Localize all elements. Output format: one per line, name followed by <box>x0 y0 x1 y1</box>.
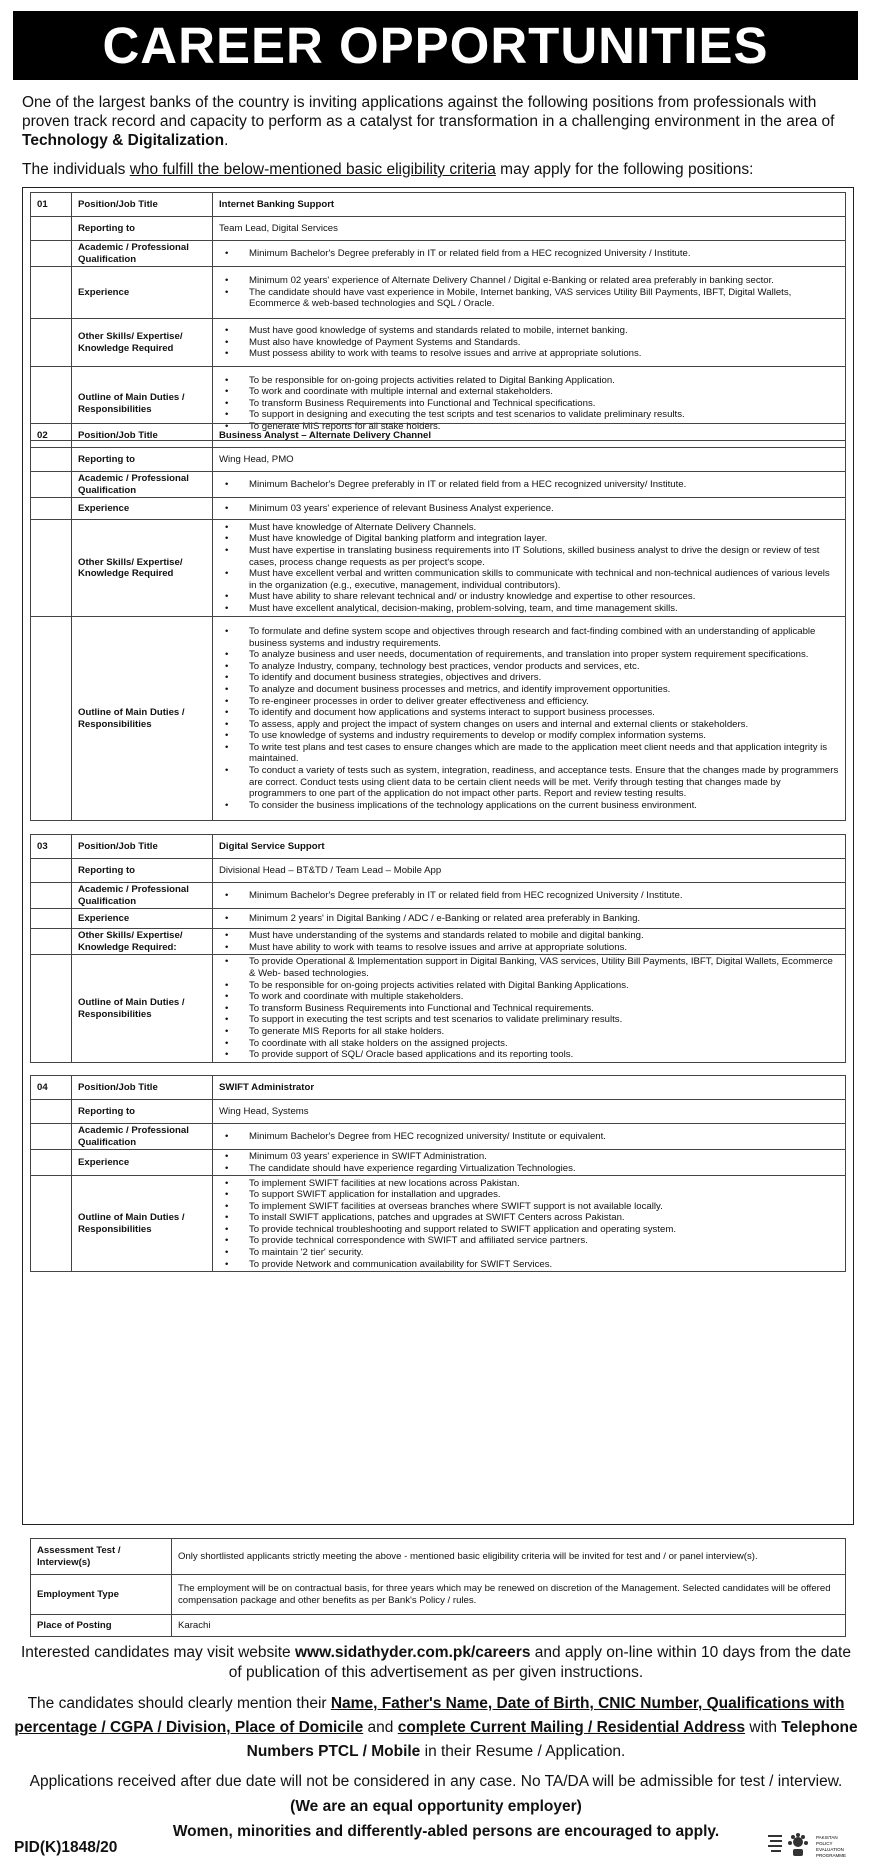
job-number-spacer <box>31 1176 72 1272</box>
bullet-item: • Must have understanding of the systems and standards related to mobile and digital banking. <box>249 930 839 942</box>
logo-line: POLICY <box>816 1841 833 1846</box>
eligibility-line <box>22 160 852 179</box>
bullet-list <box>219 913 839 925</box>
field-label: Experience <box>72 267 213 319</box>
bullet-item: • Minimum Bachelor's Degree from HEC recognized university/ Institute or equivalent. <box>249 1131 839 1143</box>
bullet-item: • To conduct a variety of tests such as system, integration, readiness, and acceptance tests. Ensure that the changes made by programmers are correct. Conduct tests using client data to be certain client needs will be met. Verify through testing that changes made by programmers to one part of the application do not impact other parts. Report and review testing results. <box>249 765 839 800</box>
job-number-spacer <box>31 241 72 267</box>
bullet-item: • To use knowledge of systems and industry requirements to develop or modify complex information systems. <box>249 730 839 742</box>
footer-mention-a: The candidates should clearly mention their <box>27 1695 331 1712</box>
field-label: Reporting to <box>72 1100 213 1124</box>
bullet-list <box>219 1151 839 1174</box>
job-number-spacer <box>31 929 72 955</box>
footer-mention-phone: Telephone Numbers PTCL / Mobile <box>246 1719 858 1760</box>
footer-mention-with: with <box>745 1719 782 1736</box>
field-label: Academic / Professional Qualification <box>72 883 213 909</box>
bullet-item: • To write test plans and test cases to ensure changes which are made to the application meet client needs and that application integrity is maintained. <box>249 742 839 765</box>
bullet-item: • Must have excellent verbal and written communication skills to communicate with technical and non-technical audiences of various levels in the organization (e.g., executive, management, individual contributors). <box>249 568 839 591</box>
job-header-row <box>31 424 846 448</box>
job-table-01 <box>30 192 846 441</box>
field-label: Outline of Main Duties / Responsibilities <box>72 617 213 821</box>
job-number: 02 <box>31 424 72 448</box>
bullet-list <box>219 275 839 310</box>
footer-apply-text <box>14 1643 858 1683</box>
bullet-item: • To provide support of SQL/ Oracle based applications and its reporting tools. <box>249 1049 839 1061</box>
logo-line: PAKISTAN <box>816 1835 838 1840</box>
field-list <box>213 1176 846 1272</box>
bullet-item: • To identify and document business strategies, objectives and drivers. <box>249 672 839 684</box>
job-title: Internet Banking Support <box>213 193 846 217</box>
job-number-spacer <box>31 955 72 1062</box>
bullet-list <box>219 626 839 812</box>
job-number-spacer <box>31 617 72 821</box>
job-detail-row <box>31 859 846 883</box>
field-label: Reporting to <box>72 448 213 472</box>
field-list <box>213 472 846 498</box>
field-value: Divisional Head – BT&TD / Team Lead – Mobile App <box>213 859 846 883</box>
bullet-item: • To consider the business implications of the technology applications on the current business environment. <box>249 800 839 812</box>
bullet-item: • To implement SWIFT facilities at new locations across Pakistan. <box>249 1178 839 1190</box>
bullet-list <box>219 503 839 515</box>
field-label: Academic / Professional Qualification <box>72 1124 213 1150</box>
job-header-row <box>31 193 846 217</box>
job-number-spacer <box>31 448 72 472</box>
job-detail-row <box>31 267 846 319</box>
job-detail-row <box>31 520 846 617</box>
job-number: 03 <box>31 835 72 859</box>
field-list <box>213 498 846 520</box>
footer-encouraged: Women, minorities and differently-abled persons are encouraged to apply. <box>172 1823 720 1840</box>
field-label: Position/Job Title <box>72 1076 213 1100</box>
bullet-item: • Must have ability to share relevant technical and/ or industry knowledge and expertise to other resources. <box>249 591 839 603</box>
bullet-item: • Minimum 03 years' experience in SWIFT Administration. <box>249 1151 839 1163</box>
field-list <box>213 929 846 955</box>
footer-mention-end: in their Resume / Application. <box>420 1743 626 1760</box>
field-list <box>213 241 846 267</box>
pid-number: PID(K)1848/20 <box>14 1839 118 1856</box>
job-detail-row <box>31 498 846 520</box>
field-label: Other Skills/ Expertise/ Knowledge Required: <box>72 929 213 955</box>
bullet-item: • Minimum 02 years' experience of Alternate Delivery Channel / Digital e-Banking or related area preferably in banking sector. <box>249 275 839 287</box>
eligibility-text-b: may apply for the following positions: <box>495 161 754 178</box>
footer-mention-fields: Name, Father's Name, Date of Birth, CNIC Number, Qualifications with percentage / CGPA / Division, Place of Domicile <box>14 1695 845 1736</box>
footer-apply-a: Interested candidates may visit website <box>21 1644 295 1661</box>
bullet-item: • To generate MIS Reports for all stake holders. <box>249 1026 839 1038</box>
summary-label: Employment Type <box>31 1575 172 1615</box>
job-detail-row <box>31 617 846 821</box>
job-number-spacer <box>31 859 72 883</box>
job-detail-row <box>31 883 846 909</box>
bullet-item: • To be responsible for on-going projects activities related to Digital Banking Application. <box>249 375 839 387</box>
bullet-list <box>219 956 839 1060</box>
field-list <box>213 883 846 909</box>
job-table-04 <box>30 1075 846 1272</box>
bullet-item: • Must have good knowledge of systems and standards related to mobile, internet banking. <box>249 325 839 337</box>
bullet-item: • To support in executing the test scripts and test scenarios to validate preliminary results. <box>249 1014 839 1026</box>
bullet-item: • To analyze Industry, company, technology best practices, vendor products and services, etc. <box>249 661 839 673</box>
job-title: Digital Service Support <box>213 835 846 859</box>
job-table-03 <box>30 834 846 1063</box>
job-detail-row <box>31 1100 846 1124</box>
bullet-item: • Minimum Bachelor's Degree preferably in IT or related field from a HEC recognized University / Institute. <box>249 248 839 260</box>
job-title: Business Analyst – Alternate Delivery Channel <box>213 424 846 448</box>
eligibility-text-a: The individuals <box>22 161 130 178</box>
bullet-item: • To be responsible for on-going projects activities related with Digital Banking Applications. <box>249 980 839 992</box>
job-detail-row <box>31 217 846 241</box>
bullet-item: • To support in designing and executing the test scripts and test scenarios to validate preliminary results. <box>249 409 839 421</box>
footer-equal-opportunity: (We are an equal opportunity employer) <box>290 1798 582 1815</box>
field-label: Position/Job Title <box>72 835 213 859</box>
footer-apply-b: and apply on-line within 10 days from the date of publication of this advertisement as per given instructions. <box>228 1644 851 1681</box>
field-label: Position/Job Title <box>72 424 213 448</box>
pid-logo-icon <box>766 1832 858 1860</box>
bullet-list <box>219 930 839 953</box>
careers-link[interactable]: www.sidathyder.com.pk/careers <box>294 1644 531 1661</box>
job-number-spacer <box>31 520 72 617</box>
field-list <box>213 909 846 929</box>
bullet-item: • To provide technical troubleshooting and support related to SWIFT application and operating system. <box>249 1224 839 1236</box>
bullet-item: • To transform Business Requirements into Functional and Technical requirements. <box>249 1003 839 1015</box>
job-table-02 <box>30 423 846 821</box>
bullet-item: • To provide Network and communication availability for SWIFT Services. <box>249 1259 839 1271</box>
field-list <box>213 319 846 367</box>
job-header-row <box>31 835 846 859</box>
bullet-item: • To generate MIS reports for all stake holders. <box>249 421 839 433</box>
bullet-list <box>219 325 839 360</box>
field-list <box>213 520 846 617</box>
job-detail-row <box>31 472 846 498</box>
job-number: 04 <box>31 1076 72 1100</box>
job-detail-row <box>31 955 846 1062</box>
summary-label: Place of Posting <box>31 1615 172 1637</box>
job-number-spacer <box>31 1124 72 1150</box>
bullet-item: • To transform Business Requirements into Functional and Technical specifications. <box>249 398 839 410</box>
job-detail-row <box>31 1176 846 1272</box>
job-number-spacer <box>31 319 72 367</box>
field-list <box>213 1150 846 1176</box>
job-detail-row <box>31 1150 846 1176</box>
summary-label: Assessment Test / Interview(s) <box>31 1539 172 1575</box>
summary-value: The employment will be on contractual basis, for three years which may be renewed on discretion of the Management. Selected candidates will be offered compensation package and other benefits as per Bank's Policy / rules. <box>172 1575 846 1615</box>
field-label: Reporting to <box>72 859 213 883</box>
job-detail-row <box>31 929 846 955</box>
summary-row <box>31 1575 846 1615</box>
bullet-item: • Must possess ability to work with teams to resolve issues and arrive at appropriate solutions. <box>249 348 839 360</box>
bullet-item: • To analyze business and user needs, documentation of requirements, and translation into proper system requirement specifications. <box>249 649 839 661</box>
job-title: SWIFT Administrator <box>213 1076 846 1100</box>
field-value: Team Lead, Digital Services <box>213 217 846 241</box>
field-value: Wing Head, PMO <box>213 448 846 472</box>
field-label: Position/Job Title <box>72 193 213 217</box>
bullet-list <box>219 890 839 902</box>
job-number-spacer <box>31 267 72 319</box>
eligibility-underlined: who fulfill the below-mentioned basic eligibility criteria <box>129 161 496 178</box>
bullet-item: • To provide technical correspondence with SWIFT and affiliated service partners. <box>249 1235 839 1247</box>
field-list <box>213 1124 846 1150</box>
field-list <box>213 267 846 319</box>
footer-mention-address: complete Current Mailing / Residential Address <box>397 1719 746 1736</box>
field-label: Experience <box>72 1150 213 1176</box>
intro-end: . <box>224 132 229 149</box>
field-label: Experience <box>72 498 213 520</box>
field-label: Academic / Professional Qualification <box>72 472 213 498</box>
bullet-item: • Minimum Bachelor's Degree preferably in IT or related field from HEC recognized University / Institute. <box>249 890 839 902</box>
job-header-row <box>31 1076 846 1100</box>
footer-mention-and: and <box>363 1719 398 1736</box>
bullet-item: • Must have knowledge of Digital banking platform and integration layer. <box>249 533 839 545</box>
summary-table <box>30 1538 846 1637</box>
field-label: Reporting to <box>72 217 213 241</box>
bullet-item: • Must also have knowledge of Payment Systems and Standards. <box>249 337 839 349</box>
job-number-spacer <box>31 498 72 520</box>
intro-text: One of the largest banks of the country is inviting applications against the following positions from professionals with proven track record and capacity to perform as a catalyst for transformation in a challenging environment in the area of <box>22 94 835 130</box>
bullet-item: • Must have ability to work with teams to resolve issues and arrive at appropriate solutions. <box>249 942 839 954</box>
field-label: Other Skills/ Expertise/ Knowledge Required <box>72 520 213 617</box>
job-number-spacer <box>31 909 72 929</box>
logo-line: EVALUATION <box>816 1847 844 1852</box>
bullet-item: • To identify and document how applications and systems interact to support business processes. <box>249 707 839 719</box>
job-detail-row <box>31 1124 846 1150</box>
field-label: Outline of Main Duties / Responsibilities <box>72 1176 213 1272</box>
bullet-item: • Must have expertise in translating business requirements into IT Solutions, skilled business analyst to drive the design or review of test cases, process change requests as per project's scope. <box>249 545 839 568</box>
job-detail-row <box>31 909 846 929</box>
bullet-item: • The candidate should have vast experience in Mobile, Internet banking, VAS services Utility Bill Payments, IBFT, Digital Wallets, Ecommerce & web-based technologies and SQL / Oracle. <box>249 287 839 310</box>
summary-row <box>31 1615 846 1637</box>
bullet-list <box>219 248 839 260</box>
field-label: Outline of Main Duties / Responsibilities <box>72 955 213 1062</box>
bullet-item: • Minimum 2 years' in Digital Banking / ADC / e-Banking or related area preferably in Banking. <box>249 913 839 925</box>
bullet-item: • Must have excellent analytical, decision-making, problem-solving, team, and time management skills. <box>249 603 839 615</box>
field-list <box>213 955 846 1062</box>
footer-due-date: Applications received after due date will not be considered in any case. No TA/DA will be admissible for test / interview. <box>29 1773 843 1790</box>
bullet-list <box>219 1131 839 1143</box>
bullet-item: • The candidate should have experience regarding Virtualization Technologies. <box>249 1163 839 1175</box>
intro-emphasis: Technology & Digitalization <box>22 132 225 149</box>
summary-value: Only shortlisted applicants strictly meeting the above - mentioned basic eligibility criteria will be invited for test and / or panel interview(s). <box>172 1539 846 1575</box>
bullet-item: • To maintain '2 tier' security. <box>249 1247 839 1259</box>
summary-row <box>31 1539 846 1575</box>
bullet-list <box>219 479 839 491</box>
bullet-item: • Must have knowledge of Alternate Delivery Channels. <box>249 522 839 534</box>
field-value: Wing Head, Systems <box>213 1100 846 1124</box>
job-detail-row <box>31 448 846 472</box>
bullet-item: • To assess, apply and project the impact of system changes on users and internal and external clients or stakeholders. <box>249 719 839 731</box>
intro-paragraph <box>22 93 852 150</box>
job-number-spacer <box>31 472 72 498</box>
bullet-item: • To coordinate with all stake holders on the assigned projects. <box>249 1038 839 1050</box>
logo-line: PROGRAMME <box>816 1853 847 1858</box>
field-label: Outline of Main Duties / Responsibilities <box>72 367 213 441</box>
field-list <box>213 617 846 821</box>
bullet-item: • To work and coordinate with multiple internal and external stakeholders. <box>249 386 839 398</box>
bullet-item: • To analyze and document business processes and metrics, and identify improvement opportunities. <box>249 684 839 696</box>
footer-mention-text <box>14 1692 858 1764</box>
bullet-list <box>219 1178 839 1271</box>
bullet-item: • To formulate and define system scope and objectives through research and fact-finding combined with an understanding of applicable business systems and industry requirements. <box>249 626 839 649</box>
bullet-item: • To install SWIFT applications, patches and upgrades at SWIFT Centers across Pakistan. <box>249 1212 839 1224</box>
job-number-spacer <box>31 1150 72 1176</box>
job-number-spacer <box>31 217 72 241</box>
field-label: Experience <box>72 909 213 929</box>
field-label: Other Skills/ Expertise/ Knowledge Required <box>72 319 213 367</box>
bullet-item: • To work and coordinate with multiple stakeholders. <box>249 991 839 1003</box>
bullet-item: • To support SWIFT application for installation and upgrades. <box>249 1189 839 1201</box>
bullet-item: • Minimum 03 years' experience of relevant Business Analyst experience. <box>249 503 839 515</box>
job-detail-row <box>31 319 846 367</box>
bullet-item: • To re-engineer processes in order to deliver greater effectiveness and efficiency. <box>249 696 839 708</box>
bullet-item: • To provide Operational & Implementation support in Digital Banking, VAS services, Utility Bill Payments, IBFT, Digital Wallets, Ecommerce & Web- based technologies. <box>249 956 839 979</box>
bullet-list <box>219 522 839 615</box>
job-number-spacer <box>31 1100 72 1124</box>
field-label: Academic / Professional Qualification <box>72 241 213 267</box>
job-number: 01 <box>31 193 72 217</box>
bullet-item: • Minimum Bachelor's Degree preferably in IT or related field from a HEC recognized university/ Institute. <box>249 479 839 491</box>
job-number-spacer <box>31 883 72 909</box>
page-title: CAREER OPPORTUNITIES <box>13 11 858 80</box>
job-detail-row <box>31 241 846 267</box>
bullet-item: • To implement SWIFT facilities at overseas branches where SWIFT support is not available locally. <box>249 1201 839 1213</box>
summary-value: Karachi <box>172 1615 846 1637</box>
